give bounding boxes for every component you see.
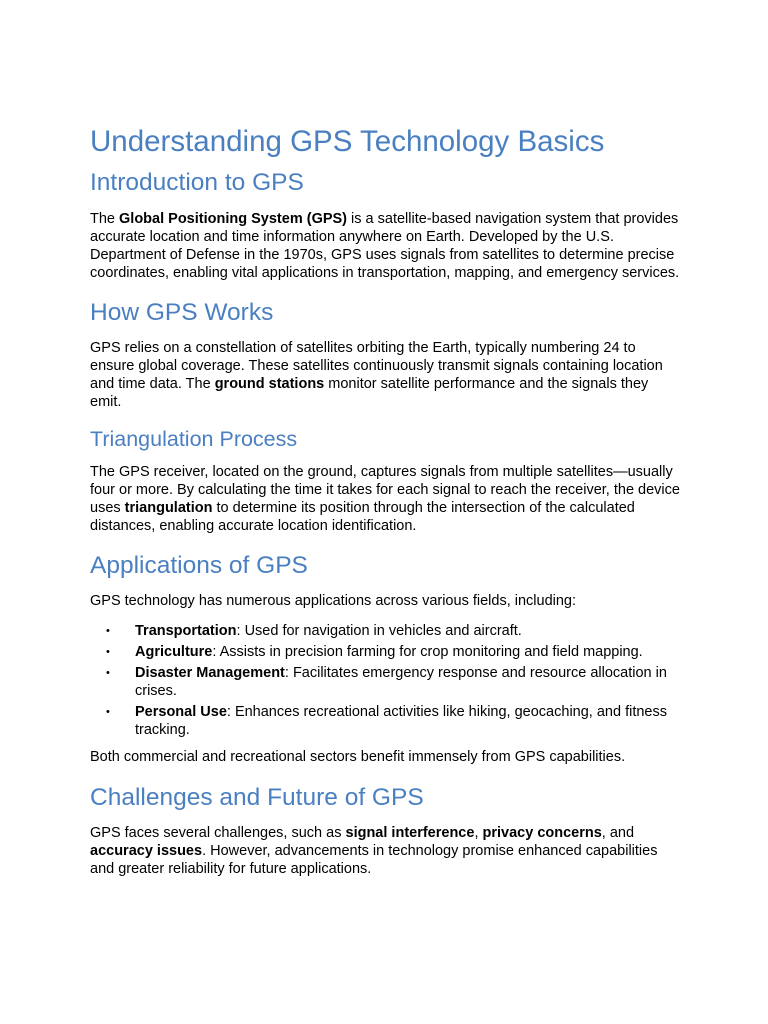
- text-run: monitor satellite performance and the signals they emit.: [90, 376, 649, 410]
- bold-term: Agriculture: [135, 644, 213, 660]
- list-item: [90, 664, 682, 700]
- heading-applications: Applications of GPS: [90, 552, 308, 579]
- bold-term: Transportation: [135, 623, 237, 639]
- bold-term-privacy-concerns: privacy concerns: [482, 825, 602, 841]
- list-item: [90, 703, 682, 739]
- bold-term-triangulation: triangulation: [124, 500, 213, 516]
- bold-term-signal-interference: signal interference: [345, 825, 475, 841]
- text-run: The: [90, 211, 120, 227]
- heading-introduction: Introduction to GPS: [90, 169, 304, 196]
- bullet-icon: •: [106, 625, 110, 637]
- paragraph-triangulation: [90, 463, 682, 535]
- text-run: to determine its position through the intersection of the calculated distances, enabling accurate location identification.: [90, 500, 635, 534]
- paragraph-how-gps-works: [90, 339, 682, 411]
- heading-how-gps-works: How GPS Works: [90, 299, 274, 326]
- paragraph-challenges: [90, 824, 682, 878]
- paragraph-applications-outro: Both commercial and recreational sectors benefit immensely from GPS capabilities.: [90, 749, 626, 765]
- text-run: ,: [474, 825, 483, 841]
- text-run: is a satellite-based navigation system that provides accurate location and time information anywhere on Earth. Developed by the U.S. Department of Defense in the 1970s, GPS uses signals from satellites to determine precise coordinates, enabling vital applications in transportation, mapping, and emergency services.: [90, 211, 680, 281]
- bold-term: Disaster Management: [135, 665, 285, 681]
- text-run: : Enhances recreational activities like hiking, geocaching, and fitness tracking.: [135, 704, 667, 738]
- text-run: The GPS receiver, located on the ground, captures signals from multiple satellites—usually four or more. By calculating the time it takes for each signal to reach the receiver, the device uses: [90, 464, 680, 516]
- document-title: Understanding GPS Technology Basics: [90, 125, 605, 158]
- paragraph-introduction: [90, 210, 682, 282]
- bullet-icon: •: [106, 646, 110, 658]
- bold-term-gps: Global Positioning System (GPS): [119, 211, 348, 227]
- bold-term-ground-stations: ground stations: [214, 376, 325, 392]
- bold-term-accuracy-issues: accuracy issues: [90, 843, 203, 859]
- text-run: : Assists in precision farming for crop monitoring and field mapping.: [212, 644, 643, 660]
- list-item: [90, 643, 682, 661]
- text-run: . However, advancements in technology promise enhanced capabilities and greater reliability for future applications.: [90, 843, 658, 877]
- text-run: : Facilitates emergency response and resource allocation in crises.: [135, 665, 667, 699]
- text-run: GPS faces several challenges, such as: [90, 825, 346, 841]
- applications-list: [90, 622, 682, 739]
- bold-term: Personal Use: [135, 704, 227, 720]
- document-page: [90, 124, 682, 878]
- heading-challenges: Challenges and Future of GPS: [90, 784, 424, 811]
- bullet-icon: •: [106, 706, 110, 718]
- paragraph-applications-intro: GPS technology has numerous applications across various fields, including:: [90, 593, 577, 609]
- text-run: , and: [601, 825, 635, 841]
- bullet-icon: •: [106, 667, 110, 679]
- heading-triangulation: Triangulation Process: [90, 427, 298, 451]
- text-run: GPS relies on a constellation of satellites orbiting the Earth, typically numbering 24 to ensure global coverage. These satellites continuously transmit signals containing location and time data. The: [90, 340, 663, 392]
- text-run: : Used for navigation in vehicles and aircraft.: [236, 623, 522, 639]
- list-item: [90, 622, 682, 640]
